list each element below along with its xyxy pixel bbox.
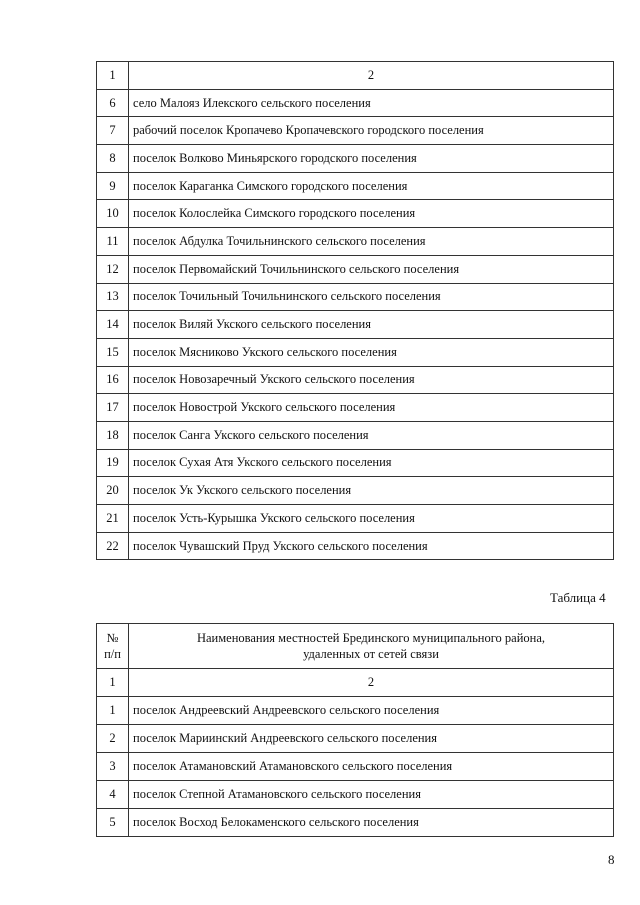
row-number: 14 <box>97 311 129 339</box>
row-number: 7 <box>97 117 129 145</box>
table-4-body <box>97 624 614 837</box>
table-row <box>97 421 614 449</box>
number-abbrev: п/п <box>104 647 121 661</box>
row-number: 16 <box>97 366 129 394</box>
row-number: 6 <box>97 89 129 117</box>
table-row <box>97 283 614 311</box>
table-row <box>97 311 614 339</box>
locality-name: поселок Сухая Атя Укского сельского поселения <box>129 449 614 477</box>
row-number: 15 <box>97 338 129 366</box>
locality-name: поселок Первомайский Точильнинского сельского поселения <box>129 255 614 283</box>
row-number: 11 <box>97 228 129 256</box>
name-header-line-2: удаленных от сетей связи <box>303 647 439 661</box>
locality-name: поселок Степной Атамановского сельского поселения <box>129 781 614 809</box>
row-number: 17 <box>97 394 129 422</box>
table-row <box>97 117 614 145</box>
name-header-line-1: Наименования местностей Брединского муниципального района, <box>196 630 546 645</box>
row-number: 13 <box>97 283 129 311</box>
number-sign: № <box>106 630 119 645</box>
table-row <box>97 145 614 173</box>
table-row <box>97 89 614 117</box>
row-number: 8 <box>97 145 129 173</box>
locality-name: рабочий поселок Кропачево Кропачевского городского поселения <box>129 117 614 145</box>
locality-name: поселок Восход Белокаменского сельского поселения <box>129 809 614 837</box>
locality-name: село Малояз Илекского сельского поселения <box>129 89 614 117</box>
table-row <box>97 505 614 533</box>
table-row <box>97 753 614 781</box>
locality-name: поселок Караганка Симского городского поселения <box>129 172 614 200</box>
locality-name: поселок Волково Миньярского городского поселения <box>129 145 614 173</box>
row-number: 4 <box>97 781 129 809</box>
locality-name: поселок Новозаречный Укского сельского поселения <box>129 366 614 394</box>
table-row <box>97 200 614 228</box>
locality-name: поселок Мариинский Андреевского сельского поселения <box>129 725 614 753</box>
localities-table-body <box>97 62 614 560</box>
locality-name: поселок Виляй Укского сельского поселения <box>129 311 614 339</box>
row-number: 3 <box>97 753 129 781</box>
table-row <box>97 394 614 422</box>
table-row <box>97 725 614 753</box>
table-row <box>97 255 614 283</box>
row-number: 22 <box>97 532 129 560</box>
name-column-header <box>129 624 614 669</box>
table-4 <box>96 623 614 837</box>
table-row <box>97 228 614 256</box>
table-row <box>97 809 614 837</box>
locality-name: поселок Колослейка Симского городского поселения <box>129 200 614 228</box>
locality-name: поселок Атамановский Атамановского сельского поселения <box>129 753 614 781</box>
table-4-header-row <box>97 624 614 669</box>
row-number: 20 <box>97 477 129 505</box>
localities-table-continued <box>96 61 614 560</box>
table-row <box>97 477 614 505</box>
table-4-subheader-row <box>97 669 614 697</box>
locality-name: поселок Санга Укского сельского поселения <box>129 421 614 449</box>
table-row <box>97 338 614 366</box>
row-number: 19 <box>97 449 129 477</box>
row-number: 12 <box>97 255 129 283</box>
page-number: 8 <box>608 852 615 867</box>
table-row <box>97 172 614 200</box>
locality-name: поселок Ук Укского сельского поселения <box>129 477 614 505</box>
row-number: 21 <box>97 505 129 533</box>
locality-name: поселок Мясниково Укского сельского поселения <box>129 338 614 366</box>
table-row <box>97 532 614 560</box>
locality-name: поселок Новострой Укского сельского поселения <box>129 394 614 422</box>
row-number: 18 <box>97 421 129 449</box>
row-number: 9 <box>97 172 129 200</box>
column-number-index: 1 <box>97 669 129 697</box>
table-row <box>97 366 614 394</box>
row-number: 5 <box>97 809 129 837</box>
number-column-header <box>97 624 129 669</box>
column-number-header: 1 <box>97 62 129 90</box>
table-row <box>97 697 614 725</box>
locality-name: поселок Точильный Точильнинского сельского поселения <box>129 283 614 311</box>
table-header-row <box>97 62 614 90</box>
locality-name: поселок Усть-Курышка Укского сельского поселения <box>129 505 614 533</box>
row-number: 10 <box>97 200 129 228</box>
table-4-caption: Таблица 4 <box>550 590 606 605</box>
locality-name: поселок Абдулка Точильнинского сельского поселения <box>129 228 614 256</box>
row-number: 1 <box>97 697 129 725</box>
locality-name: поселок Чувашский Пруд Укского сельского поселения <box>129 532 614 560</box>
row-number: 2 <box>97 725 129 753</box>
locality-name: поселок Андреевский Андреевского сельского поселения <box>129 697 614 725</box>
column-name-index: 2 <box>129 669 614 697</box>
table-row <box>97 781 614 809</box>
table-row <box>97 449 614 477</box>
column-name-header: 2 <box>129 62 614 90</box>
